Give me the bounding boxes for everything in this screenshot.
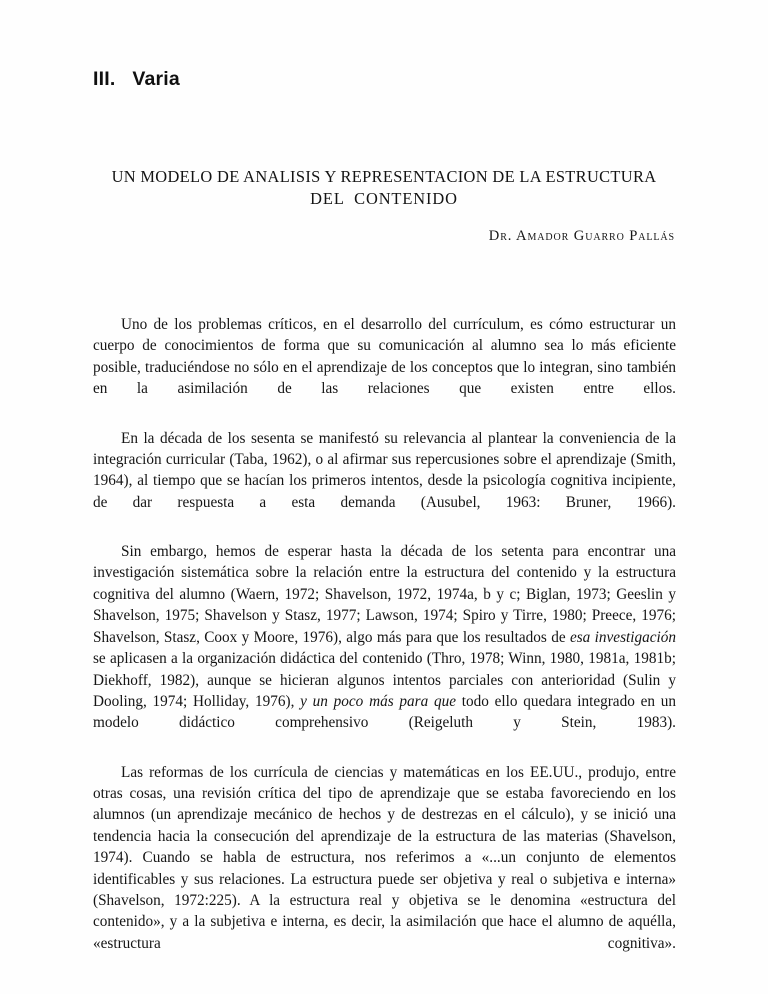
article-title-line-1: UN MODELO DE ANALISIS Y REPRESENTACION DE LA ESTRUCTURA [111, 167, 657, 186]
author-byline: Dr. Amador Guarro Pallás [488, 228, 675, 244]
body-paragraph: Uno de los problemas críticos, en el desarrollo del currículum, es cómo estructurar un cuerpo de conocimientos de forma que su comunicación al alumno sea lo más eficiente posible, traduciéndose no sólo en el aprendizaje de los con⁠ceptos que lo integran, sino también en la asimilación de las relaciones que existen entre ellos. [93, 316, 676, 398]
section-heading: III. Varia [93, 68, 180, 90]
article-title [93, 166, 675, 210]
body-paragraph: Sin embargo, hemos de esperar hasta la década de los setenta para encon⁠trar una investigación sistemática sobre la relación entre la estructura del con⁠tenido y la estructura cognitiva del alumno (Waern, 1972; Shavelson, 1972, 1974a, b y c; Biglan, 1973; Geeslin y Shavelson, 1975; Shavelson y Stasz, 1977; Lawson, 1974; Spiro y Tirre, 1980; Preece, 1976; Shavelson, Stasz, Coox y Moore, 1976), algo más para que los resultados de esa investigación se apli⁠casen a la organización didáctica del contenido (Thro, 1978; Winn, 1980, 1981a, 1981b; Diekhoff, 1982), aunque se hicieran algunos intentos parciales con an⁠terioridad (Sulin y Dooling, 1974; Holliday, 1976), y un poco más para que todo ello quedara integrado en un modelo didáctico comprehensivo (Reigeluth y Stein, 1983). [93, 543, 676, 732]
article-body [93, 314, 676, 976]
article-title-line-2: DEL CONTENIDO [310, 189, 458, 208]
body-paragraph: En la década de los sesenta se manifestó su relevancia al plantear la con⁠veniencia de la integración curricular (Taba, 1962), o al afirmar sus repercusio⁠nes sobre el aprendizaje (Smith, 1964), al tiempo que se hacían los primeros intentos, desde la psicología cognitiva incipiente, de dar respuesta a esta deman⁠da (Ausubel, 1963: Bruner, 1966). [93, 429, 676, 511]
body-paragraph: Las reformas de los currícula de ciencias y matemáticas en los EE.UU., produjo, entre otras cosas, una revisión crítica del tipo de aprendizaje que se estaba favoreciendo en los alumnos (un aprendizaje mecánico de hechos y de destrezas en el cálculo), y se inició una tendencia hacia la consecución del apren⁠dizaje de la estructura de las materias (Shavelson, 1974). Cuando se habla de estructura, nos referimos a «...un conjunto de elementos identificables y sus relaciones. La estructura puede ser objetiva y real o subjetiva e interna» (Sha⁠velson, 1972:225). A la estructura real y objetiva se le denomina «estructura del contenido», y a la subjetiva e interna, es decir, la asimilación que hace el alumno de aquélla, «estructura cognitiva». [93, 763, 676, 952]
